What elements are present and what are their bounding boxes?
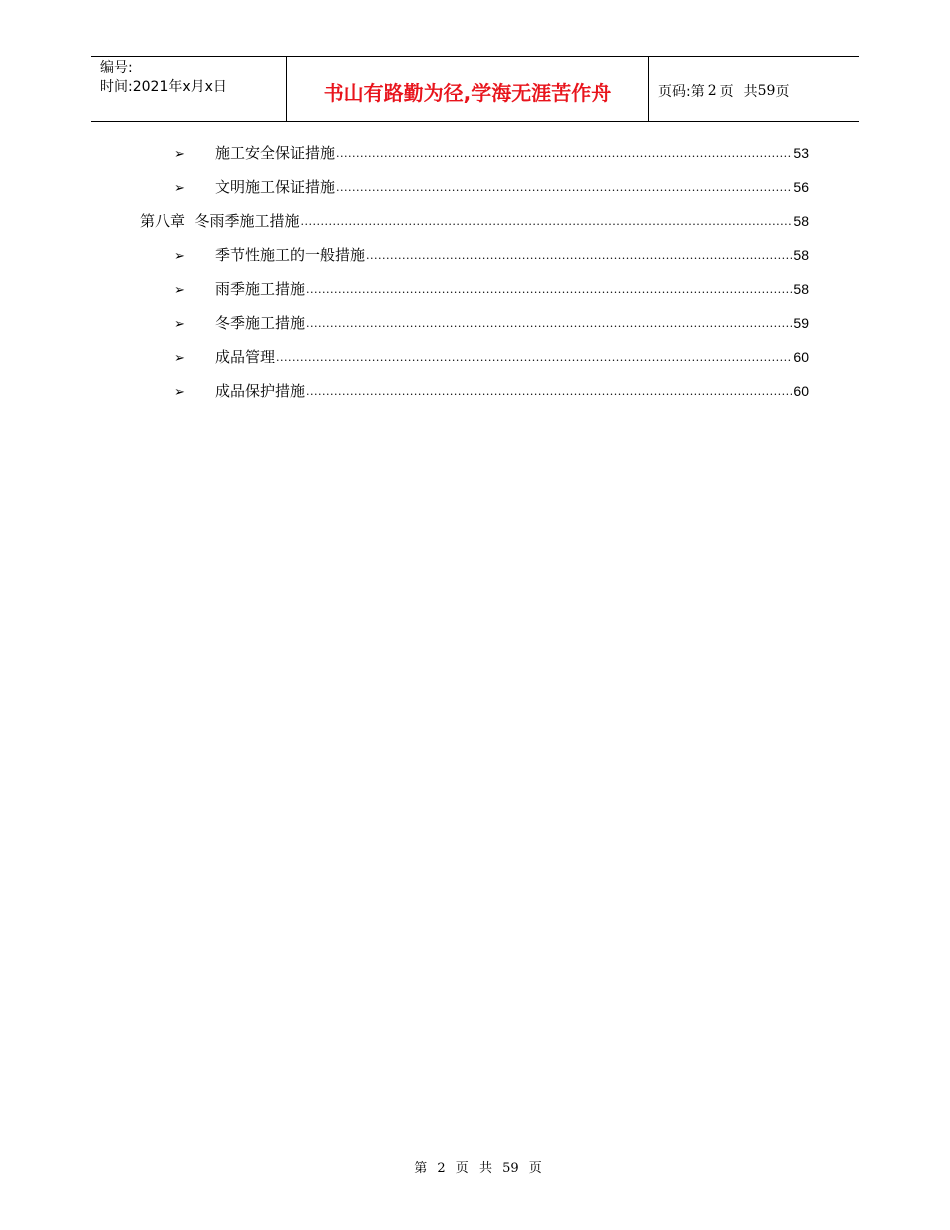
toc-chapter-title: 第八章 冬雨季施工措施 <box>140 212 300 230</box>
document-header <box>91 56 859 122</box>
toc-entry-page: 53 <box>793 145 809 161</box>
header-page-label: 页码:第 <box>658 84 705 100</box>
toc-entry[interactable] <box>174 346 809 370</box>
toc-leader-dots <box>276 351 792 364</box>
header-page-unit: 页 <box>719 84 734 100</box>
header-page-cell <box>649 57 859 121</box>
arrow-bullet-icon: ➢ <box>174 385 185 400</box>
toc-entry[interactable] <box>174 380 809 404</box>
header-meta-cell <box>91 57 287 121</box>
toc-leader-dots <box>306 283 792 296</box>
arrow-bullet-icon: ➢ <box>174 317 185 332</box>
toc-entry-title: 季节性施工的一般措施 <box>215 246 366 264</box>
header-page-total-unit: 页 <box>775 84 790 100</box>
toc-entry-page: 60 <box>793 383 809 399</box>
header-page-total-label: 共 <box>743 84 758 100</box>
toc-entry-title: 雨季施工措施 <box>215 280 306 298</box>
toc-entry-title: 文明施工保证措施 <box>215 178 336 196</box>
toc-chapter-entry[interactable] <box>140 210 809 234</box>
document-number-label: 编号: <box>100 60 133 76</box>
page-footer <box>0 1157 950 1176</box>
footer-total-unit: 页 <box>528 1161 542 1176</box>
toc-entry-title: 冬季施工措施 <box>215 314 306 332</box>
toc-leader-dots <box>366 249 792 262</box>
arrow-bullet-icon: ➢ <box>174 249 185 264</box>
toc-entry-page: 58 <box>793 213 809 229</box>
toc-entry-title: 成品管理 <box>215 348 276 366</box>
toc-entry-page: 58 <box>793 247 809 263</box>
toc-entry[interactable] <box>174 142 809 166</box>
header-motto: 书山有路勤为径,学海无涯苦作舟 <box>323 80 612 105</box>
toc-leader-dots <box>306 317 792 330</box>
toc-leader-dots <box>336 181 792 194</box>
header-page-total: 59 <box>757 83 776 99</box>
toc-entry[interactable] <box>174 244 809 268</box>
toc-entry[interactable] <box>174 278 809 302</box>
toc-entry-page: 59 <box>793 315 809 331</box>
toc-entry[interactable] <box>174 312 809 336</box>
footer-prefix: 第 <box>414 1161 428 1176</box>
toc-leader-dots <box>336 147 792 160</box>
arrow-bullet-icon: ➢ <box>174 351 185 366</box>
toc-entry[interactable] <box>174 176 809 200</box>
toc-entry-title: 成品保护措施 <box>215 382 306 400</box>
header-page-current: 2 <box>707 83 717 99</box>
arrow-bullet-icon: ➢ <box>174 181 185 196</box>
header-motto-cell <box>287 57 649 121</box>
footer-total-pages: 59 <box>502 1161 519 1176</box>
toc-entry-page: 58 <box>793 281 809 297</box>
document-time-label: 时间:2021年x月x日 <box>100 79 227 95</box>
arrow-bullet-icon: ➢ <box>174 147 185 162</box>
toc-entry-page: 60 <box>793 349 809 365</box>
footer-current-page: 2 <box>437 1161 446 1176</box>
arrow-bullet-icon: ➢ <box>174 283 185 298</box>
toc-entry-title: 施工安全保证措施 <box>215 144 336 162</box>
toc-leader-dots <box>301 215 793 228</box>
footer-unit: 页 <box>455 1161 469 1176</box>
footer-total-label: 共 <box>478 1161 492 1176</box>
toc-leader-dots <box>306 385 792 398</box>
toc-entry-page: 56 <box>793 179 809 195</box>
